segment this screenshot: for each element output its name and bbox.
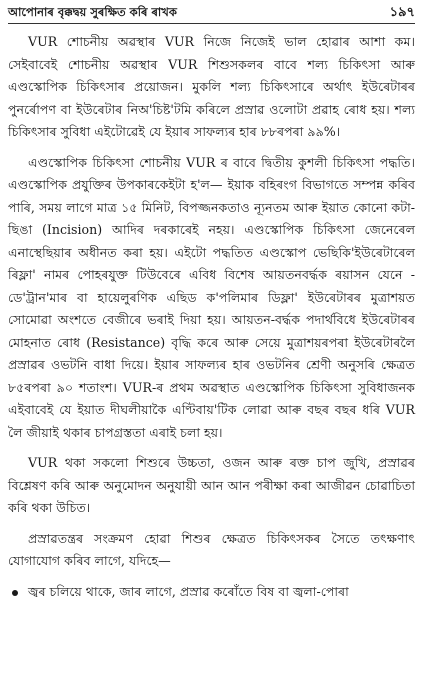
paragraph-endoscopic-treatment: এণ্ডস্কোপিক চিকিৎসা শোচনীয় VUR ৰ বাবে দ্বিতীয় কুশলী চিকিৎসা পদ্ধতি। এণ্ডস্কোপিক প্ৰযুক্তিৰ উপকাৰকেইটা হ'ল— ইয়াক বহিৰংগ বিভাগতে সম্পন্ন কৰিব পাৰি, সময় লাগে মাত্ৰ ১৫ মিনিট, বিপজ্জনকতাও ন্যূনতম আৰু ইয়াত কোনো কটা-ছিঙা (Incision) আদিৰ দৰকাৰেই নহয়। এণ্ডস্কোপিক চিকিৎসা জেনেৰেল এনাস্থেছিয়াৰ অধীনত কৰা হয়। এইটো পদ্ধতিত এণ্ডস্কোপ ভেছিকি'ইউৰেটাৰেল ৰিফ্লা' নামৰ পোহৰযুক্ত টিউবেৰে এবিধ বিশেষ আয়তনবৰ্দ্ধক ৰয়াসন যেনে - ডে'ট্ৰান'মাৰ বা হায়েলুৰণিক এছিড ক'পলিমাৰ ডিফ্লা' ইউৰেটাৰৰ মুত্ৰাশয়ত সোমোৱা অংশতে বেজীৰে ভৰাই দিয়া হয়। আয়তন-বৰ্দ্ধক পদাৰ্থবিধে ইউৰেটাৰৰ মোহনাত ৰোধ (Resistance) বৃদ্ধি কৰে আৰু সেয়ে মুত্ৰাশয়ৰপৰা ইউৰেটাৰলৈ প্ৰস্ৰাৱৰ ওভটনি বাধা দিয়ে। ইয়াৰ সাফল্যৰ হাৰ ওভটনিৰ শ্ৰেণী অনুসৰি ক্ষেত্ৰত ৮৫ৰপৰা ৯০ শতাংশ। VUR-ৰ প্ৰথম অৱস্থাত এণ্ডস্কোপিক চিকিৎসা সুবিধাজনক এইবাবেই যে ইয়াত দীঘলীয়াকৈ এণ্টিবায়'টিক লোৱা আৰু বছৰ বছৰ ধৰি VUR লৈ জীয়াই থকাৰ চাপগ্ৰস্ততা এৰাই চলা হয়।: [8, 154, 415, 440]
paragraph-lifelong-monitoring: VUR থকা সকলো শিশুৰে উচ্চতা, ওজন আৰু ৰক্ত চাপ জুখি, প্ৰস্ৰাৱৰ বিশ্লেষণ কৰি আৰু অনুমোদন অনুযায়ী আন আন পৰীক্ষা কৰা আজীৱন চোৱাচিতা কৰি থকা উচিত।: [8, 455, 415, 515]
running-title: আপোনাৰ বৃক্কদ্বয় সুৰক্ষিত কৰি ৰাখক: [8, 5, 177, 19]
paragraph-contact-doctor: প্ৰস্ৰাৱতন্ত্ৰৰ সংক্ৰমণ হোৱা শিশুৰ ক্ষেত্ৰত চিকিৎসকৰ সৈতে তৎক্ষণাৎ যোগাযোগ কৰিব লাগে, যদিহে—: [8, 530, 415, 568]
page-number: ১৯৭: [389, 5, 415, 20]
bullet-text: জ্বৰ চলিয়ে থাকে, জাৰ লাগে, প্ৰস্ৰাৱ কৰোঁতে বিষ বা জ্বলা-পোৰা: [28, 583, 349, 599]
bullet-icon: [12, 590, 18, 596]
page-body: [8, 31, 415, 603]
paragraph-vur-surgery: VUR শোচনীয় অৱস্থাৰ VUR নিজে নিজেই ভাল হোৱাৰ আশা কম। সেইবাবেই শোচনীয় অৱস্থাৰ VUR শিশুসকলৰ বাবে শল্য চিকিৎসা আৰু এণ্ডস্কোপিক চিকিৎসাৰ প্ৰয়োজন। মুকলি শল্য চিকিৎসাৰে অৰ্থাৎ ইউৰেটাৰৰ পুনৰ্ৰোপণ বা ইউৰেটাৰ নিঅ'চিষ্ট'টমি কৰিলে প্ৰস্ৰাৱ ওলোটা প্ৰৱাহ ৰোধ হয়। শল্য চিকিৎসাৰ সুবিধা এইটোৱেই যে ইয়াৰ সাফল্যৰ হাৰ ৮৮ৰপৰা ৯৯%।: [8, 34, 415, 139]
running-header: [8, 3, 415, 24]
list-item: [8, 581, 415, 604]
